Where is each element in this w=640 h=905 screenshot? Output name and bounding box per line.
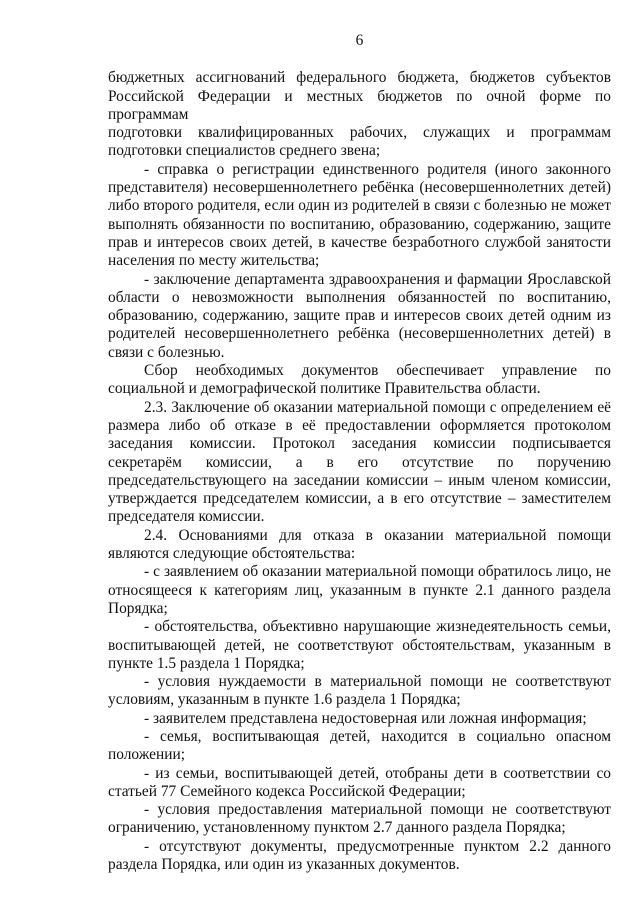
paragraph-line: статьей 77 Семейного кодекса Российской Федерации; [108,782,466,800]
paragraph-line: подготовки квалифицированных рабочих, служащих и программам [108,124,611,142]
paragraph-line: - обстоятельства, объективно нарушающие жизнедеятельность семьи, [144,618,611,636]
paragraph-line: председательствующего на заседании комиссии – иным членом комиссии, [108,471,611,489]
paragraph-line: бюджетных ассигнований федерального бюджета, бюджетов субъектов [108,69,611,87]
paragraph-line: населения по месту жительства; [108,252,320,270]
paragraph-line: - отсутствуют документы, предусмотренные пунктом 2.2 данного [144,837,611,855]
page-number: 6 [355,32,364,49]
paragraph-line: условиям, указанным в пункте 1.6 раздела 1 Порядка; [108,691,461,709]
paragraph-line: председателя комиссии. [108,508,265,526]
paragraph-line: - условия нуждаемости в материальной помощи не соответствуют [144,673,611,691]
paragraph-line: положении; [108,746,185,764]
paragraph-line: раздела Порядка, или один из указанных документов. [108,856,460,874]
paragraph-line: секретарём комиссии, а в его отсутствие по поручению [108,453,611,471]
paragraph-line: Российской Федерации и местных бюджетов по очной форме по программам [108,87,611,123]
paragraph-line: выполнять обязанности по воспитанию, образованию, содержанию, защите [108,215,611,233]
paragraph-line: являются следующие обстоятельства: [108,545,356,563]
paragraph-line: либо второго родителя, если один из родителей в связи с болезнью не может [108,197,611,215]
paragraph-line: утверждается председателем комиссии, а в его отсутствие – заместителем [108,490,611,508]
paragraph-line: подготовки специалистов среднего звена; [108,142,381,160]
paragraph-line: 2.4. Основаниями для отказа в оказании материальной помощи [144,526,611,544]
paragraph-line: размера либо об отказе в её предоставлении оформляется протоколом [108,416,611,434]
paragraph-line: родителей несовершеннолетнего ребёнка (несовершеннолетних детей) в [108,325,611,343]
paragraph-line: - семья, воспитывающая детей, находится в социально опасном [144,727,611,745]
paragraph-line: представителя) несовершеннолетнего ребёнка (несовершеннолетних детей) [108,179,611,197]
paragraph-line: - с заявлением об оказании материальной помощи обратилось лицо, не [144,563,611,581]
paragraph-line: социальной и демографической политике Правительства области. [108,380,541,398]
paragraph-line: связи с болезнью. [108,343,225,361]
paragraph-line: ограничению, установленному пунктом 2.7 данного раздела Порядка; [108,819,566,837]
paragraph-line: области о невозможности выполнения обязанностей по воспитанию, [108,288,611,306]
paragraph-line: прав и интересов своих детей, в качестве безработного службой занятости [108,233,611,251]
paragraph-line: воспитывающей детей, не соответствуют обстоятельствам, указанным в [108,636,611,654]
paragraph-line: - справка о регистрации единственного родителя (иного законного [144,160,611,178]
paragraph-line: - заявителем представлена недостоверная или ложная информация; [144,709,587,727]
paragraph-line: Порядка; [108,599,168,617]
paragraph-line: относящееся к категориям лиц, указанным в пункте 2.1 данного раздела [108,581,611,599]
paragraph-line: - из семьи, воспитывающей детей, отобраны дети в соответствии со [144,764,611,782]
document-body [108,69,611,874]
paragraph-line: заседания комиссии. Протокол заседания комиссии подписывается [108,435,611,453]
paragraph-line: образованию, содержанию, защите прав и интересов своих детей одним из [108,307,611,325]
paragraph-line: Сбор необходимых документов обеспечивает управление по [144,362,611,380]
paragraph-line: - условия предоставления материальной помощи не соответствуют [144,801,611,819]
paragraph-line: - заключение департамента здравоохранения и фармации Ярославской [144,270,611,288]
paragraph-line: пункте 1.5 раздела 1 Порядка; [108,654,305,672]
paragraph-line: 2.3. Заключение об оказании материальной помощи с определением её [144,398,611,416]
document-page [108,32,611,874]
